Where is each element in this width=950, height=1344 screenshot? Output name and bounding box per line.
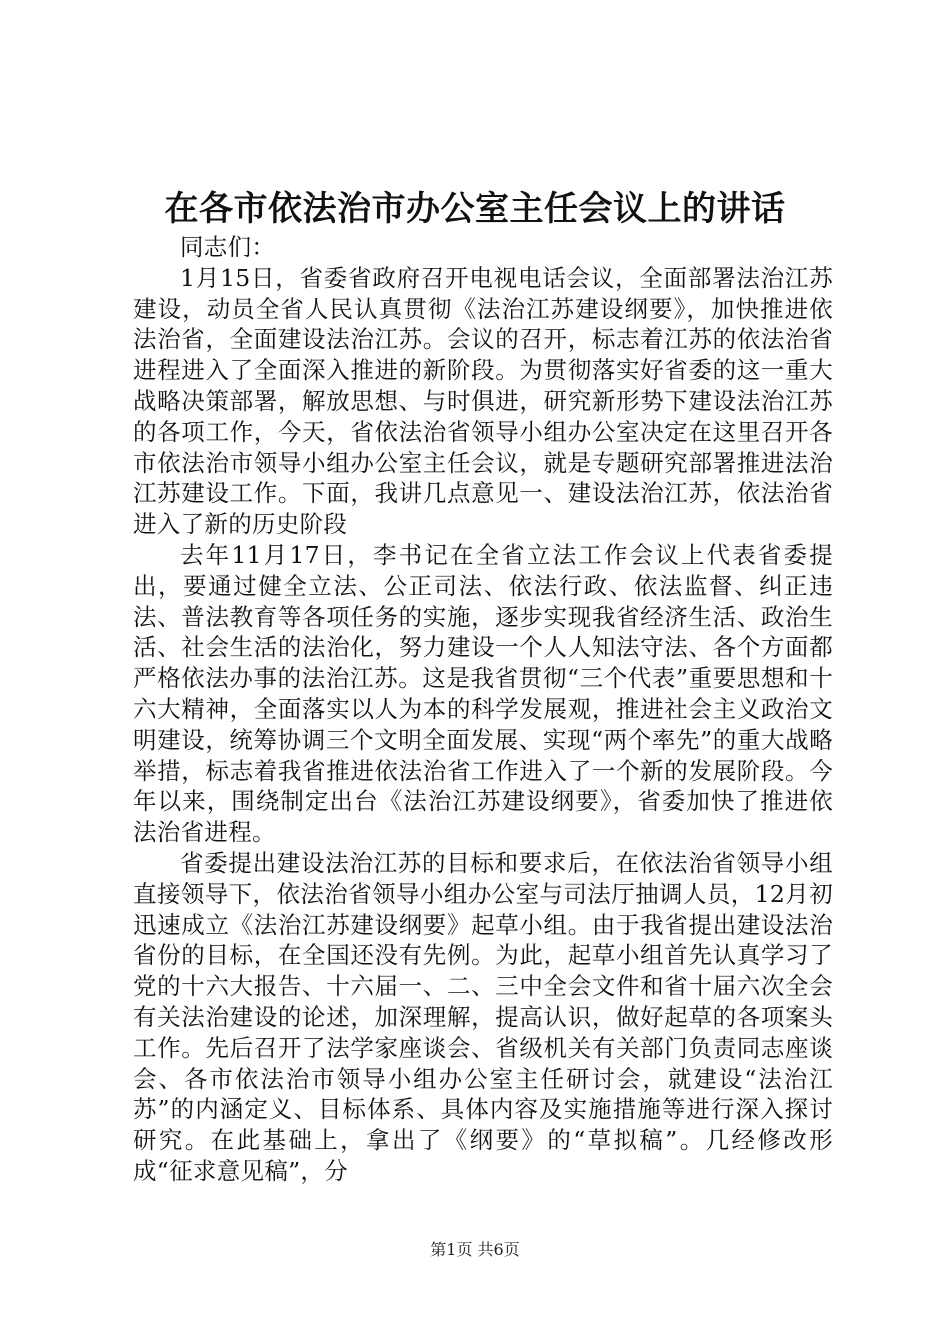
salutation: 同志们： xyxy=(180,233,276,261)
document-title: 在各市依法治市办公室主任会议上的讲话 xyxy=(164,189,786,229)
paragraph-3: 省委提出建设法治江苏的目标和要求后，在依法治省领导小组直接领导下，依法治省领导小组办公室与司法厅抽调人员，12月初迅速成立《法治江苏建设纲要》起草小组。由于我省提出建设法治省份的目标，在全国还没有先例。为此，起草小组首先认真学习了党的十六大报告、十六届一、二、三中全会文件和省十届六次全会有关法治建设的论述，加深理解，提高认识，做好起草的各项案头工作。先后召开了法学家座谈会、省级机关有关部门负责同志座谈会、各市依法治市领导小组办公室主任研讨会，就建设“法治江苏”的内涵定义、目标体系、具体内容及实施措施等进行深入探讨研究。在此基础上，拿出了《纲要》的“草拟稿”。几经修改形成“征求意见稿”，分 xyxy=(133,848,833,1185)
page-footer: 第1页 共6页 xyxy=(430,1240,520,1259)
paragraph-1: 1月15日，省委省政府召开电视电话会议，全面部署法治江苏建设，动员全省人民认真贯彻《法治江苏建设纲要》，加快推进依法治省，全面建设法治江苏。会议的召开，标志着江苏的依法治省进程进入了全面深入推进的新阶段。为贯彻落实好省委的这一重大战略决策部署，解放思想、与时俱进，研究新形势下建设法治江苏的各项工作，今天，省依法治省领导小组办公室决定在这里召开各市依法治市领导小组办公室主任会议，就是专题研究部署推进法治江苏建设工作。下面，我讲几点意见一、建设法治江苏，依法治省进入了新的历史阶段 xyxy=(133,263,833,539)
document-body xyxy=(133,232,833,1187)
paragraph-2: 去年11月17日，李书记在全省立法工作会议上代表省委提出，要通过健全立法、公正司法、依法行政、依法监督、纠正违法、普法教育等各项任务的实施，逐步实现我省经济生活、政治生活、社会生活的法治化，努力建设一个人人知法守法、各个方面都严格依法办事的法治江苏。这是我省贯彻“三个代表”重要思想和十六大精神，全面落实以人为本的科学发展观，推进社会主义政治文明建设，统筹协调三个文明全面发展、实现“两个率先”的重大战略举措，标志着我省推进依法治省工作进入了一个新的发展阶段。今年以来，围绕制定出台《法治江苏建设纲要》，省委加快了推进依法治省进程。 xyxy=(133,540,833,847)
